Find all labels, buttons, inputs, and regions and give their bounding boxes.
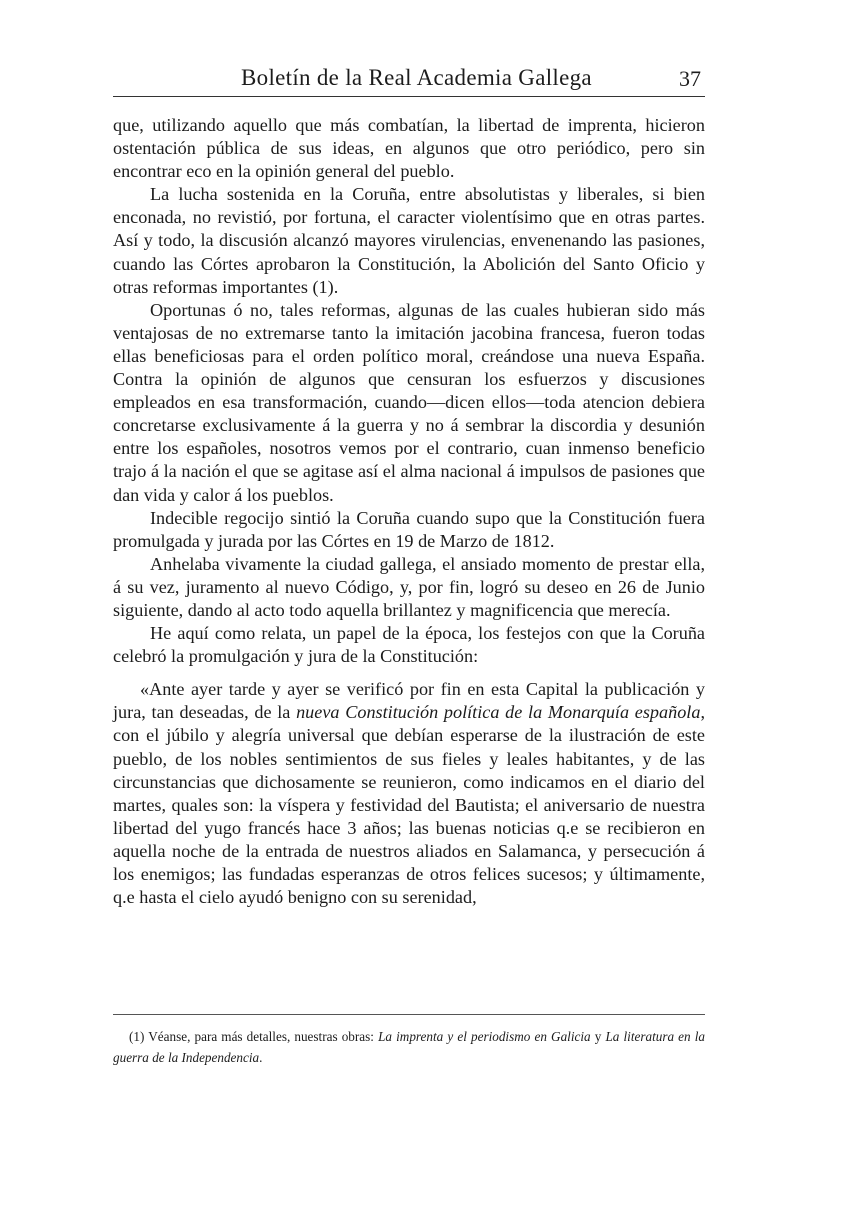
paragraph: He aquí como relata, un papel de la época, los festejos con que la Coruña celebró la promulgación y jura de la Constitución: xyxy=(113,623,705,667)
quote-italic-title: nueva Constitución política de la Monarquía española xyxy=(296,702,701,723)
paragraph: que, utilizando aquello que más combatían, la libertad de imprenta, hicieron ostentación pública de sus ideas, en algunos que otro periódico, pero sin encontrar eco en la opinión general del pueblo. xyxy=(113,115,705,182)
journal-title: Boletín de la Real Academia Gallega xyxy=(241,65,592,90)
footnote-work-title: La literatura en la guerra de la Independencia xyxy=(113,1029,706,1065)
page-number: 37 xyxy=(679,66,701,91)
body-text xyxy=(113,114,705,909)
paragraph: Indecible regocijo sintió la Coruña cuando supo que la Constitución fuera promulgada y jurada por las Córtes en 19 de Marzo de 1812. xyxy=(113,507,705,551)
footnote-divider xyxy=(113,1014,705,1015)
paragraph: Oportunas ó no, tales reformas, algunas de las cuales hubieran sido más ventajosas de no extremarse tanto la imitación jacobina francesa, fueron todas ellas beneficiosas para el orden político moral, creándose una nueva España. Contra la opinión de algunos que censuran los esfuerzos y discusiones empleados en esa transformación, cuando—dicen ellos—toda atencion debiera concretarse exclusivamente á la guerra y no á sembrar la discordia y desunión entre los españoles, nosotros vemos por el contrario, cuan inmenso beneficio trajo á la nación el que se agitase así el alma nacional á impulsos de pasiones que dan vida y calor á los pueblos. xyxy=(113,299,705,505)
quoted-passage xyxy=(113,678,705,909)
footnote xyxy=(113,1026,705,1068)
footnote-text: . xyxy=(259,1050,263,1065)
quote-text: , con el júbilo y alegría universal que debían esperarse de la ilustración de este pueblo, de los nobles sentimientos de sus fieles y leales habitantes, y de las circunstancias que dichosamente se reunieron, como indicamos en el diario del martes, quales son: la víspera y festividad del Bautista; el aniversario de nuestra libertad del yugo francés hace 3 años; las buenas noticias q.e se recibieron en aquella noche de la entrada de nuestros aliados en Salamanca, y persecución á los enemigos; las fundadas esperanzas de otros felices sucesos; y últimamente, q.e hasta el cielo ayudó benigno con su serenidad, xyxy=(113,702,706,908)
footnote-work-title: La imprenta y el periodismo en Galicia xyxy=(378,1029,591,1044)
footnote-text: (1) Véanse, para más detalles, nuestras obras: xyxy=(129,1029,379,1044)
footnote-text: y xyxy=(590,1029,606,1044)
running-header xyxy=(113,60,705,97)
quote-text: «Ante ayer tarde y ayer se verificó por fin en esta Capital la publicación y jura, tan deseadas, de la xyxy=(113,679,705,723)
paragraph: Anhelaba vivamente la ciudad gallega, el ansiado momento de prestar ella, á su vez, juramento al nuevo Código, y, por fin, logró su deseo en 26 de Junio siguiente, dando al acto todo aquella brillantez y magnificencia que merecía. xyxy=(113,553,705,620)
paragraph: La lucha sostenida en la Coruña, entre absolutistas y liberales, si bien enconada, no revistió, por fortuna, el caracter violentísimo que en otras partes. Así y todo, la discusión alcanzó mayores virulencias, envenenando las pasiones, cuando las Córtes aprobaron la Constitución, la Abolición del Santo Oficio y otras reformas importantes (1). xyxy=(113,184,705,297)
